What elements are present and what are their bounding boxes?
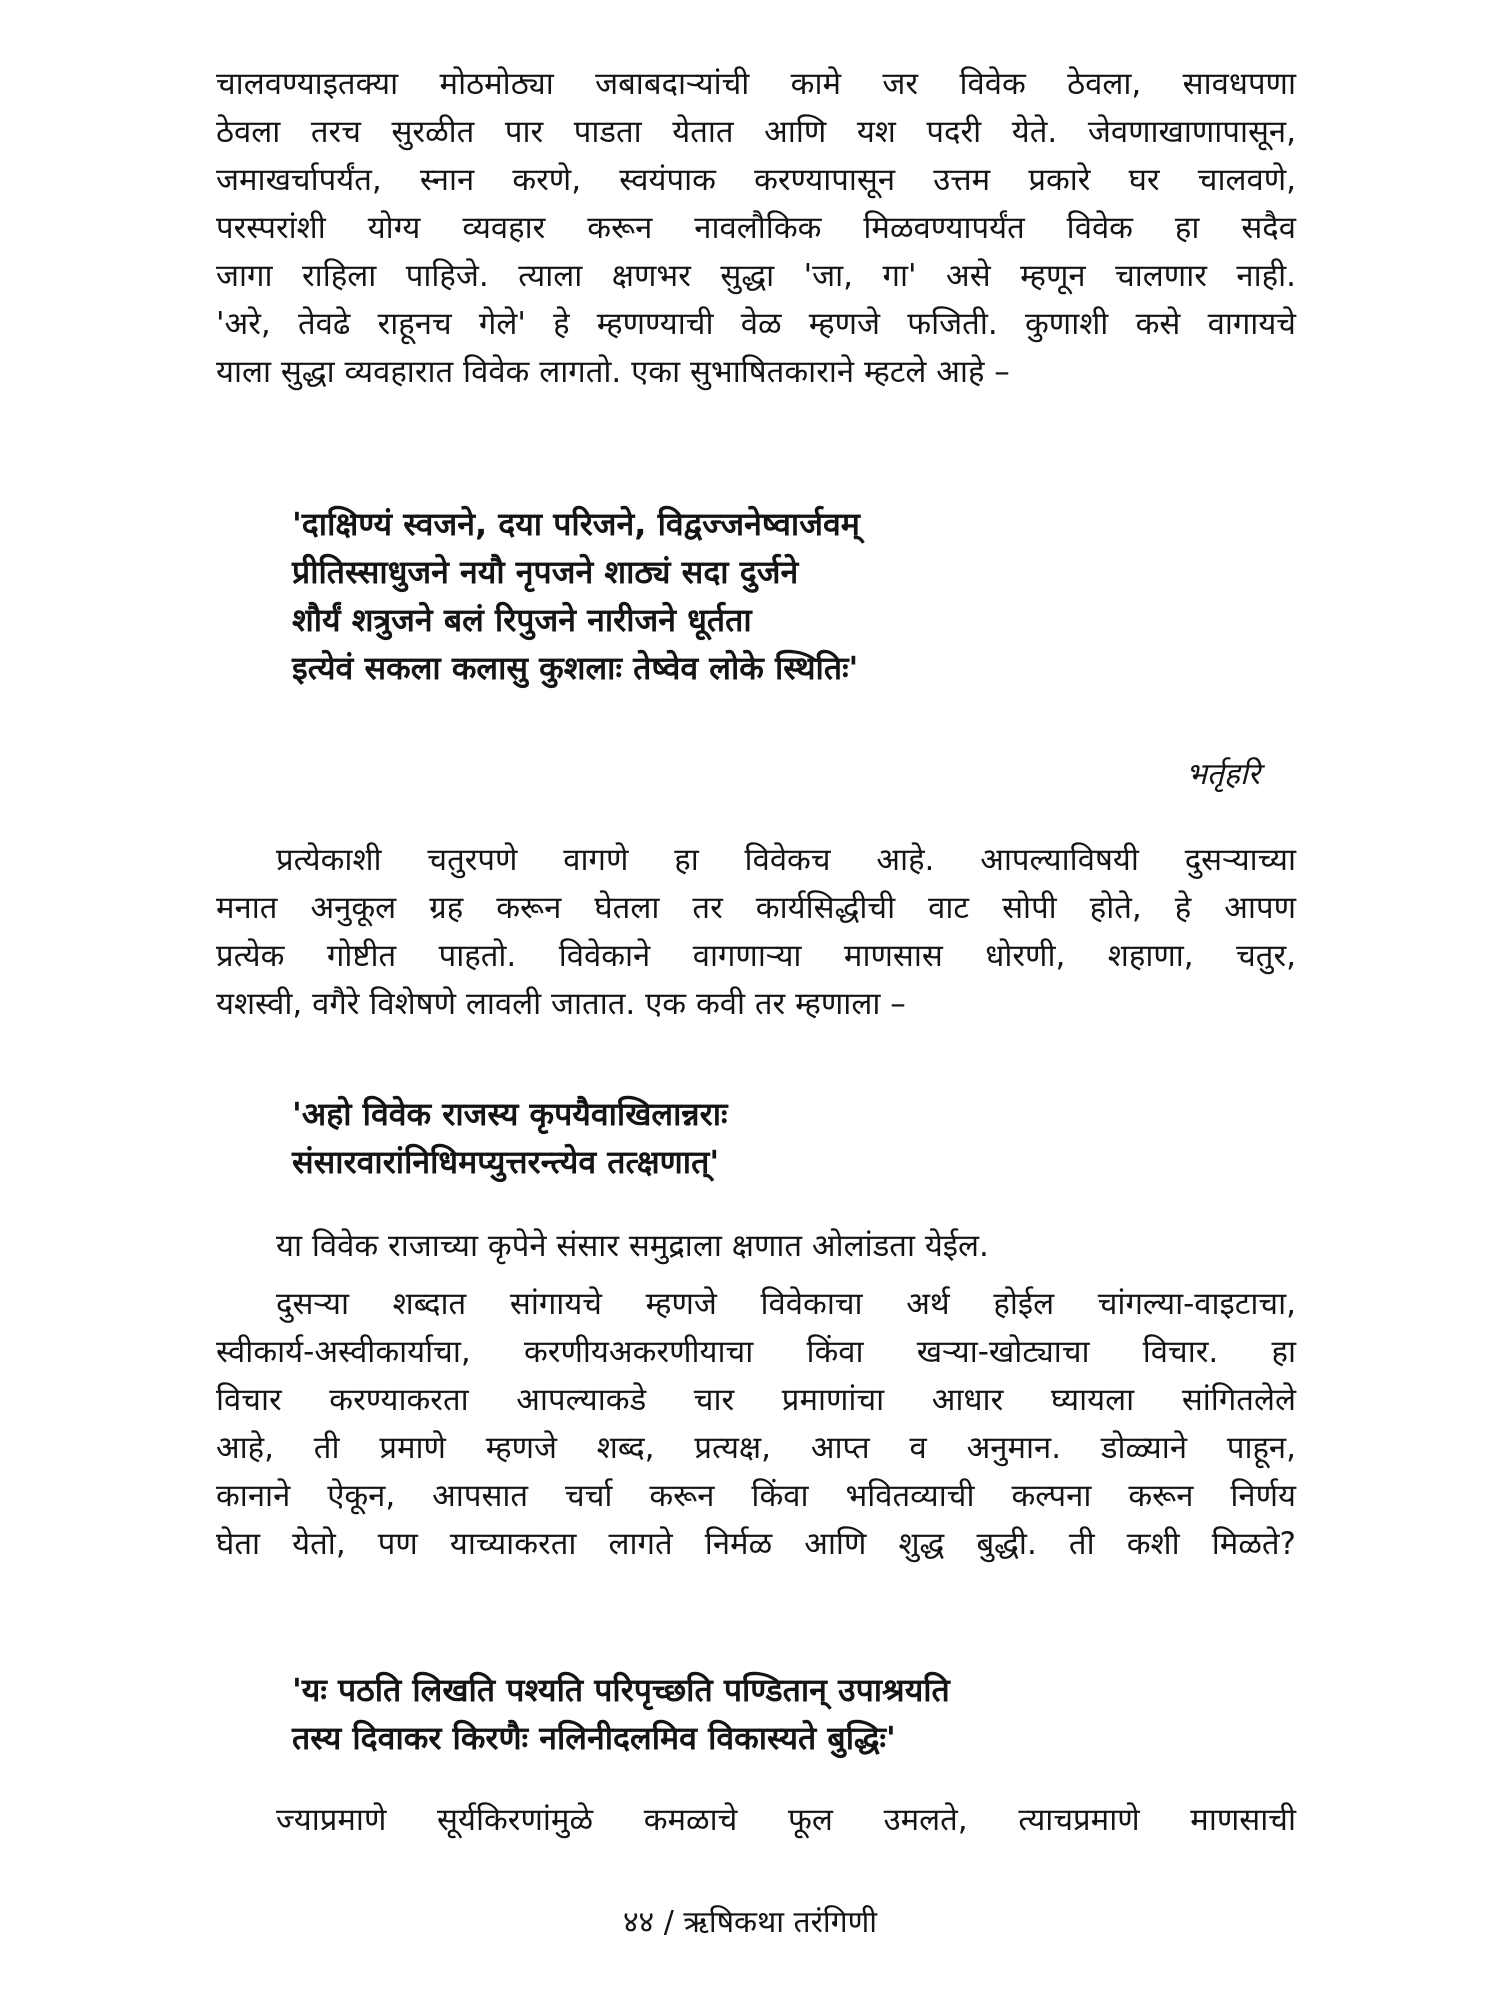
paragraph-line: आहे, ती प्रमाणे म्हणजे शब्द, प्रत्यक्ष, आप्त व अनुमान. डोळ्याने पाहून,	[216, 1430, 1296, 1466]
verse-line: 'यः पठति लिखति पश्यति परिपृच्छति पण्डितान् उपाश्रयति	[292, 1671, 950, 1709]
page-footer	[0, 1900, 1500, 1941]
paragraph-line: प्रत्येक गोष्टीत पाहतो. विवेकाने वागणाऱ्या माणसास धोरणी, शहाणा, चतुर,	[216, 938, 1296, 974]
paragraph-4	[216, 1280, 1296, 1568]
paragraph-line: स्वीकार्य-अस्वीकार्याचा, करणीयअकरणीयाचा किंवा खऱ्या-खोट्याचा विचार. हा	[216, 1334, 1296, 1370]
page-number: ४४	[622, 1905, 655, 1940]
paragraph-3	[216, 1222, 1296, 1270]
sanskrit-verse-2	[292, 1090, 727, 1186]
verse-line: 'अहो विवेक राजस्य कृपयैवाखिलान्नराः	[292, 1095, 728, 1133]
paragraph-line: परस्परांशी योग्य व्यवहार करून नावलौकिक मिळवण्यापर्यंत विवेक हा सदैव	[216, 210, 1296, 246]
paragraph-line: यशस्वी, वगैरे विशेषणे लावली जातात. एक कवी तर म्हणाला –	[216, 986, 906, 1022]
paragraph-2	[216, 836, 1296, 1028]
paragraph-line: घेता येतो, पण याच्याकरता लागते निर्मळ आणि शुद्ध बुद्धी. ती कशी मिळते?	[216, 1526, 1296, 1562]
paragraph-1	[216, 60, 1296, 396]
paragraph-line: प्रत्येकाशी चतुरपणे वागणे हा विवेकच आहे. आपल्याविषयी दुसऱ्याच्या	[276, 842, 1296, 878]
paragraph-line: मनात अनुकूल ग्रह करून घेतला तर कार्यसिद्धीची वाट सोपी होते, हे आपण	[216, 890, 1296, 926]
sanskrit-verse-3	[292, 1666, 950, 1762]
paragraph-line: दुसऱ्या शब्दात सांगायचे म्हणजे विवेकाचा अर्थ होईल चांगल्या-वाइटाचा,	[276, 1286, 1296, 1322]
footer-separator: /	[663, 1905, 674, 1940]
book-title: ऋषिकथा तरंगिणी	[683, 1905, 878, 1940]
verse-line: इत्येवं सकला कलासु कुशलाः तेष्वेव लोके स्थितिः'	[292, 649, 859, 687]
paragraph-line: विचार करण्याकरता आपल्याकडे चार प्रमाणांचा आधार घ्यायला सांगितलेले	[216, 1382, 1296, 1418]
paragraph-line: चालवण्याइतक्या मोठमोठ्या जबाबदाऱ्यांची कामे जर विवेक ठेवला, सावधपणा	[216, 66, 1296, 102]
paragraph-line: या विवेक राजाच्या कृपेने संसार समुद्राला क्षणात ओलांडता येईल.	[276, 1228, 989, 1264]
paragraph-line: 'अरे, तेवढे राहूनच गेले' हे म्हणण्याची वेळ म्हणजे फजिती. कुणाशी कसे वागायचे	[216, 306, 1296, 342]
paragraph-line: याला सुद्धा व्यवहारात विवेक लागतो. एका सुभाषितकाराने म्हटले आहे –	[216, 354, 1010, 390]
sanskrit-verse-1	[292, 500, 860, 692]
paragraph-line: ज्याप्रमाणे सूर्यकिरणांमुळे कमळाचे फूल उमलते, त्याचप्रमाणे माणसाची	[276, 1802, 1296, 1838]
paragraph-line: जमाखर्चापर्यंत, स्नान करणे, स्वयंपाक करण्यापासून उत्तम प्रकारे घर चालवणे,	[216, 162, 1296, 198]
paragraph-5	[216, 1796, 1296, 1844]
verse-line: तस्य दिवाकर किरणैः नलिनीदलमिव विकास्यते बुद्धिः'	[292, 1719, 896, 1757]
paragraph-line: जागा राहिला पाहिजे. त्याला क्षणभर सुद्धा 'जा, गा' असे म्हणून चालणार नाही.	[216, 258, 1296, 294]
paragraph-line: कानाने ऐकून, आपसात चर्चा करून किंवा भवितव्याची कल्पना करून निर्णय	[216, 1478, 1296, 1514]
verse-attribution: भर्तृहरि	[1185, 757, 1260, 792]
verse-line: शौर्यं शत्रुजने बलं रिपुजने नारीजने धूर्तता	[292, 601, 752, 639]
paragraph-line: ठेवला तरच सुरळीत पार पाडता येतात आणि यश पदरी येते. जेवणाखाणापासून,	[216, 114, 1296, 150]
verse-line: 'दाक्षिण्यं स्वजने, दया परिजने, विद्वज्जनेष्वार्जवम्	[292, 505, 860, 543]
verse-line: प्रीतिस्साधुजने नयौ नृपजने शाठ्यं सदा दुर्जने	[292, 553, 799, 591]
verse-line: संसारवारांनिधिमप्युत्तरन्त्येव तत्क्षणात्'	[292, 1143, 720, 1181]
